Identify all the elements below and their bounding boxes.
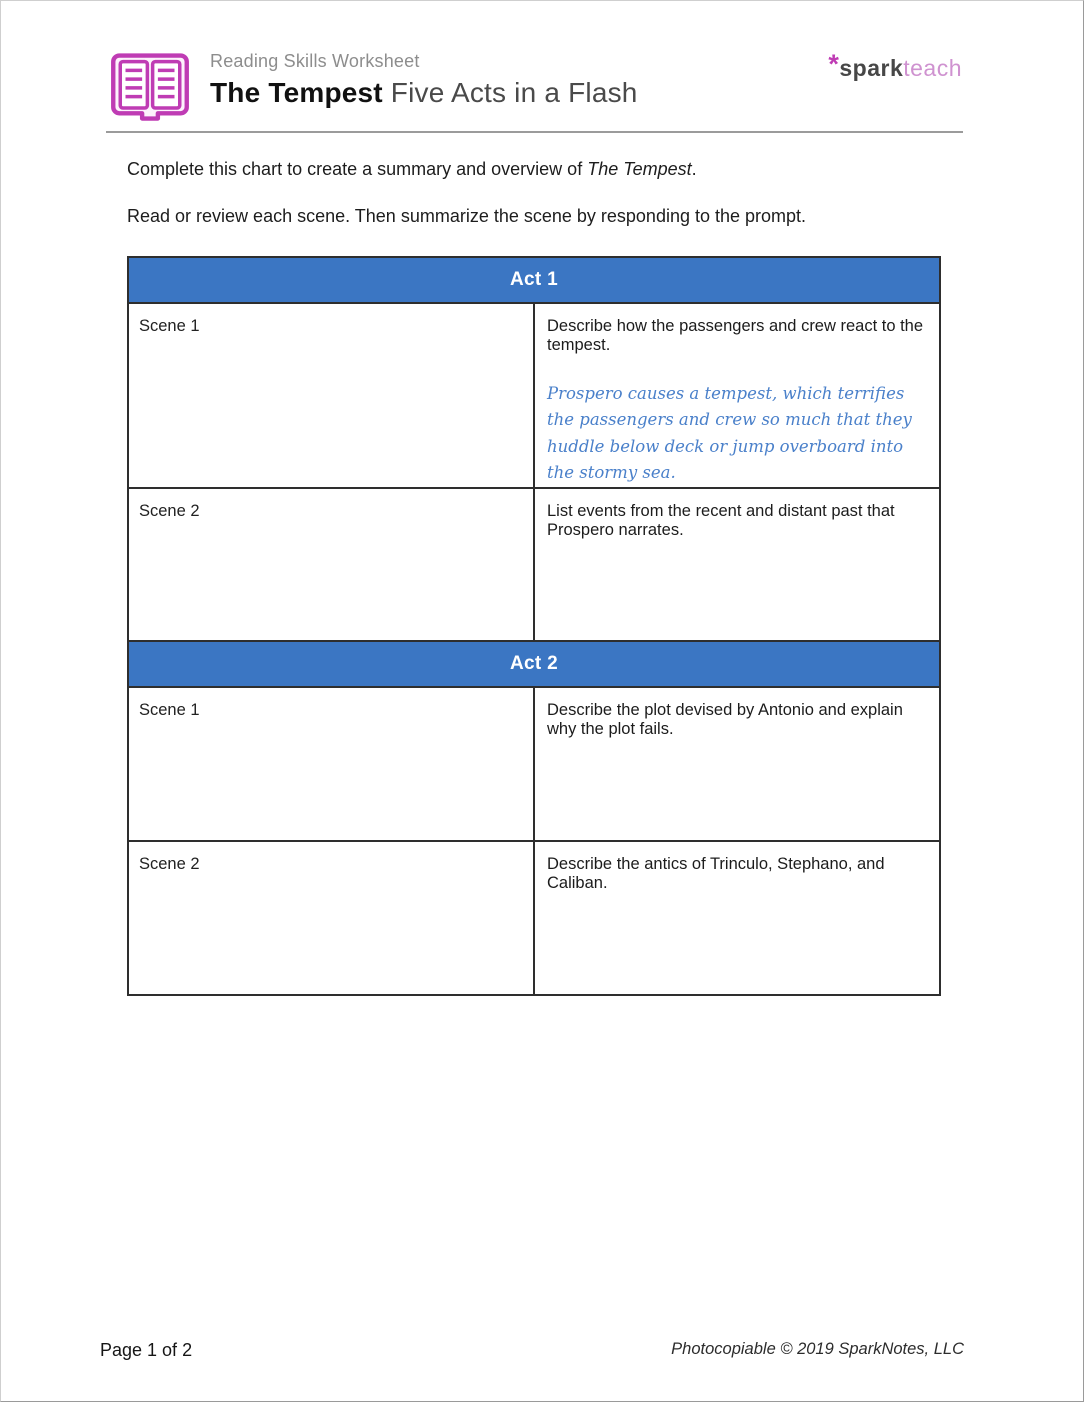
scene-label: Scene 1 xyxy=(128,303,534,488)
prompt-text: List events from the recent and distant past that Prospero narrates. xyxy=(547,501,895,539)
intro-line-1-text: Complete this chart to create a summary and overview of xyxy=(127,159,588,179)
prompt-cell xyxy=(534,488,940,641)
header xyxy=(108,47,638,127)
table-row xyxy=(128,687,940,841)
scene-label: Scene 2 xyxy=(128,488,534,641)
sparkteach-logo xyxy=(828,49,962,82)
worksheet-type-label: Reading Skills Worksheet xyxy=(210,51,420,71)
intro-line-1-book-title: The Tempest xyxy=(587,159,692,179)
prompt-text: Describe how the passengers and crew react to the tempest. xyxy=(547,317,924,354)
prompt-cell xyxy=(534,303,940,488)
prompt-cell xyxy=(534,841,940,995)
logo-teach-text: teach xyxy=(903,55,962,81)
scene-label: Scene 2 xyxy=(128,841,534,995)
copyright-notice: Photocopiable © 2019 SparkNotes, LLC xyxy=(671,1340,964,1358)
intro-line-2: Read or review each scene. Then summarize the scene by responding to the prompt. xyxy=(127,206,807,226)
prompt-text: Describe the plot devised by Antonio and explain why the plot fails. xyxy=(547,700,903,738)
act-1-header: Act 1 xyxy=(128,257,940,303)
title-subtitle: Five Acts in a Flash xyxy=(382,77,638,108)
table-row xyxy=(128,303,940,488)
act-2-header-row xyxy=(128,641,940,687)
open-book-icon xyxy=(108,47,192,127)
prompt-cell xyxy=(534,687,940,841)
table-row xyxy=(128,488,940,641)
intro-line-1 xyxy=(127,159,957,180)
act-2-header: Act 2 xyxy=(128,641,940,687)
scene-label: Scene 1 xyxy=(128,687,534,841)
page-title xyxy=(210,77,638,109)
acts-summary-table xyxy=(127,256,941,996)
book-title: The Tempest xyxy=(210,77,383,108)
table-row xyxy=(128,841,940,995)
intro-line-1-period: . xyxy=(691,159,697,179)
header-divider xyxy=(106,131,963,133)
page-number: Page 1 of 2 xyxy=(100,1340,193,1360)
asterisk-icon: * xyxy=(828,49,840,79)
handwritten-answer: Prospero causes a tempest, which terrifies the passengers and crew so much that they huddle below deck or jump overboard into the stormy sea. xyxy=(547,384,912,483)
act-1-header-row xyxy=(128,257,940,303)
logo-spark-text: spark xyxy=(839,55,904,81)
title-block xyxy=(210,47,638,109)
prompt-text: Describe the antics of Trinculo, Stephano, and Caliban. xyxy=(547,854,885,892)
